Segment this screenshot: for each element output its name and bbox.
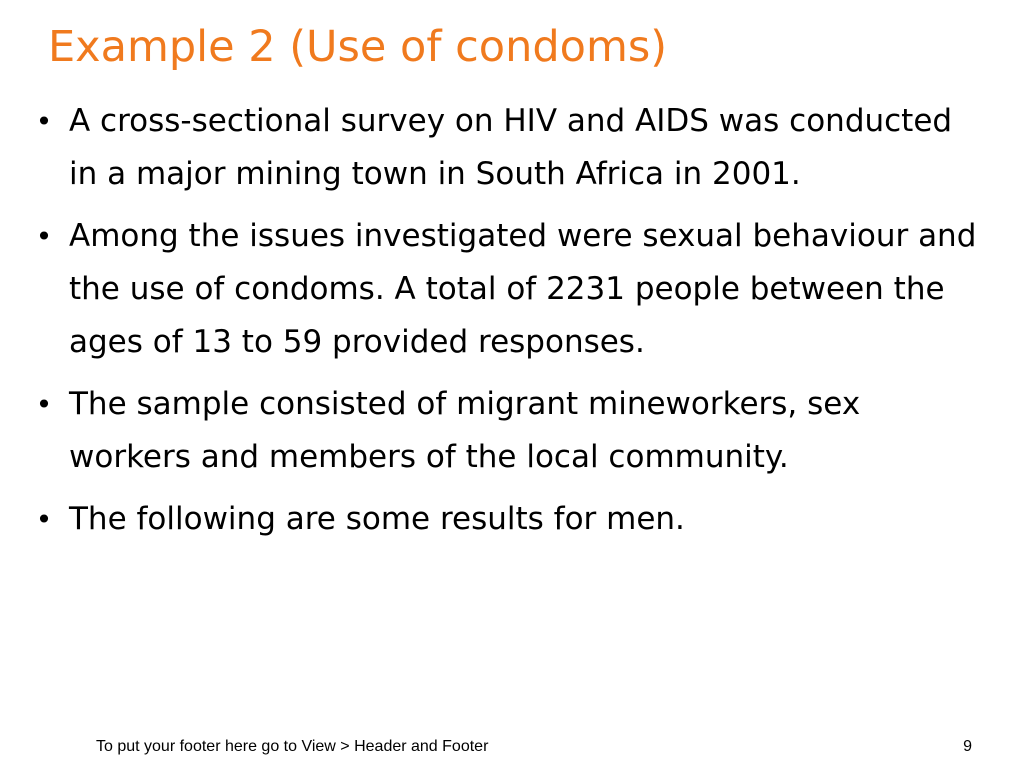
- bullet-item: [30, 210, 990, 369]
- bullet-text: The sample consisted of migrant mineworkers, sex workers and members of the local community.: [69, 386, 861, 475]
- bullet-list: [30, 95, 990, 555]
- bullet-marker: •: [35, 220, 53, 253]
- bullet-marker: •: [35, 388, 53, 421]
- bullet-marker: •: [35, 105, 53, 138]
- bullet-item: [30, 95, 990, 201]
- bullet-text: Among the issues investigated were sexual behaviour and the use of condoms. A total of 2231 people between the ages of 13 to 59 provided responses.: [69, 218, 977, 360]
- bullet-text: A cross-sectional survey on HIV and AIDS was conducted in a major mining town in South Africa in 2001.: [69, 103, 953, 192]
- bullet-marker: •: [35, 503, 53, 536]
- bullet-text: The following are some results for men.: [69, 501, 685, 537]
- page-number: 9: [963, 738, 972, 755]
- bullet-item: [30, 493, 990, 546]
- slide-footer: To put your footer here go to View > Header and Footer: [96, 738, 489, 755]
- bullet-item: [30, 378, 990, 484]
- slide-title: Example 2 (Use of condoms): [48, 22, 668, 72]
